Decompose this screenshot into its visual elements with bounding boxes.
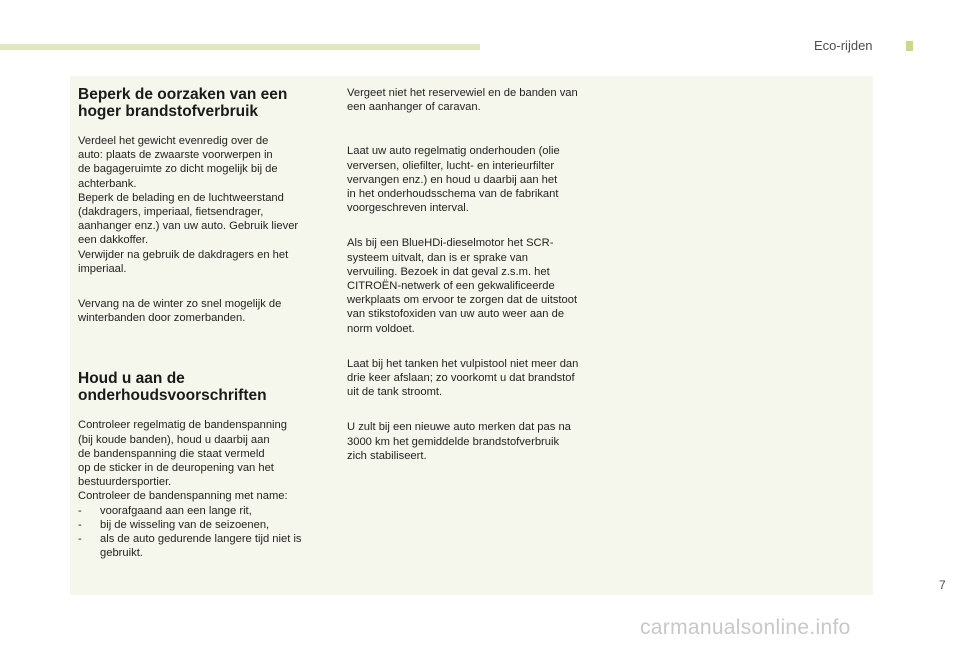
section-title: Eco-rijden — [814, 38, 873, 53]
paragraph-refuelling: Laat bij het tanken het vulpistool niet meer dan drie keer afslaan; zo voorkomt u dat brandstof uit de tank stroomt. — [347, 357, 579, 399]
right-column — [347, 86, 605, 463]
watermark: carmanualsonline.info — [640, 616, 851, 639]
paragraph-tyre-pressure: Controleer regelmatig de bandenspanning (bij koude banden), houd u daarbij aan de bandenspanning die staat vermeld op de sticker in de deuropening van het bestuurdersportier. Controleer de bandenspanning met name: — [78, 419, 288, 503]
header-accent-bar — [0, 44, 480, 50]
paragraph-spare-wheel: Vergeet niet het reservewiel en de banden van een aanhanger of caravan. — [347, 87, 578, 114]
section-marker — [906, 41, 913, 51]
paragraph-winter-tyres: Vervang na de winter zo snel mogelijk de winterbanden door zomerbanden. — [78, 298, 282, 325]
paragraph-service: Laat uw auto regelmatig onderhouden (olie verversen, oliefilter, lucht- en interieurfilter vervangen enz.) en houd u daarbij aan het in het onderhoudsschema van de fabrikant voorgeschreven interval. — [347, 145, 560, 215]
heading-reduce-consumption: Beperk de oorzaken van een hoger brandstofverbruik — [78, 86, 288, 120]
list-item: - bij de wisseling van de seizoenen, — [78, 518, 328, 532]
page-number: 7 — [939, 578, 946, 592]
paragraph-weight: Verdeel het gewicht evenredig over de auto: plaats de zwaarste voorwerpen in de bagageruimte zo dicht mogelijk bij de achterbank. Beperk de belading en de luchtweerstand (dakdragers, imperiaal, fietsendrager, aanhanger enz.) van uw auto. Gebruik liever een dakkoffer. Verwijder na gebruik de dakdragers en het imperiaal. — [78, 135, 299, 275]
tyre-check-list — [78, 504, 328, 561]
paragraph-scr-system: Als bij een BlueHDi-dieselmotor het SCR- systeem uitvalt, dan is er sprake van vervuiling. Bezoek in dat geval z.s.m. het CITROËN-netwerk of een gekwalificeerde werkplaats om ervoor te zorgen dat de uitstoot van stikstofoxiden van uw auto weer aan de norm voldoet. — [347, 237, 578, 335]
left-column — [78, 86, 328, 560]
paragraph-new-car: U zult bij een nieuwe auto merken dat pas na 3000 km het gemiddelde brandstofverbruik zich stabiliseert. — [347, 421, 571, 462]
list-item: - voorafgaand aan een lange rit, — [78, 504, 328, 518]
heading-maintenance: Houd u aan de onderhoudsvoorschriften — [78, 370, 267, 405]
list-item: - als de auto gedurende langere tijd niet is gebruikt. — [78, 532, 328, 560]
